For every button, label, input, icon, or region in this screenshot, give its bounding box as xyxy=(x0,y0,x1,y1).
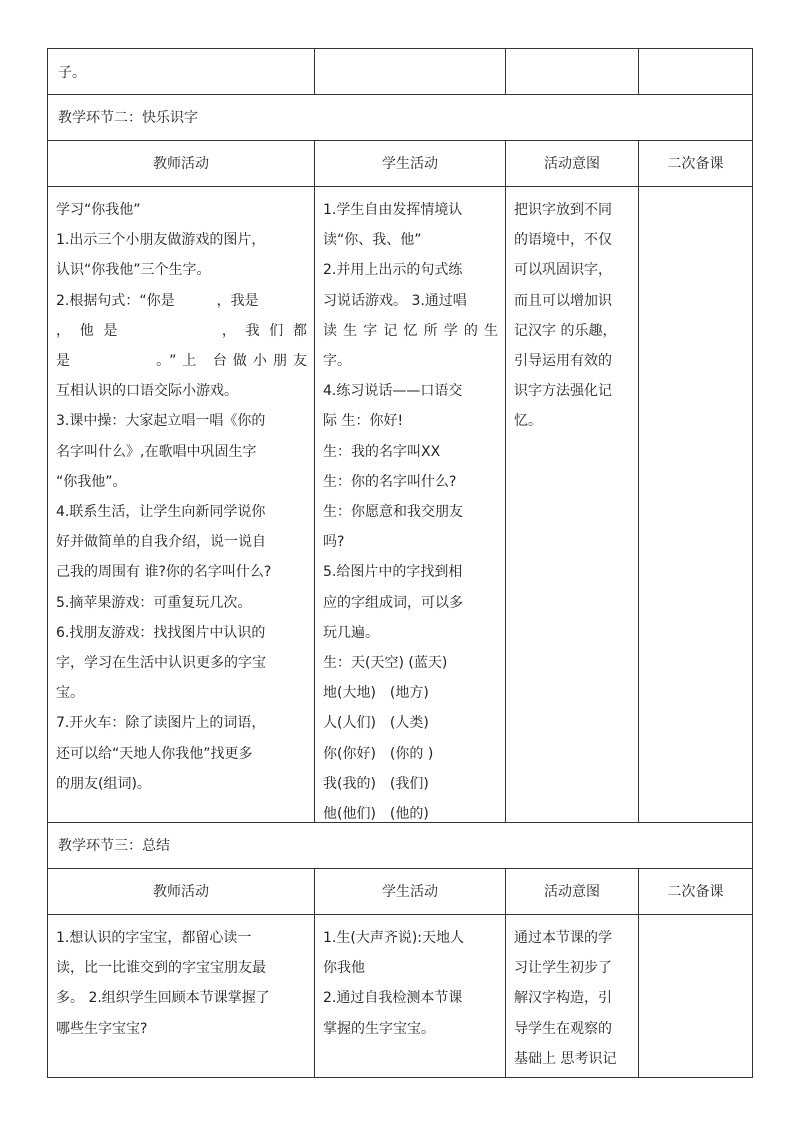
text-line: 多。 2.组织学生回顾本节课掌握了 xyxy=(56,990,270,1007)
text-line: 把识字放到不同 xyxy=(514,202,612,218)
section-3-header-prep xyxy=(638,868,753,915)
text-line: 习让学生初步了 xyxy=(514,960,612,977)
section-3-header-intent xyxy=(505,868,639,915)
header-label: 学生活动 xyxy=(382,884,438,900)
text-line: 应的字组成词，可以多 xyxy=(323,594,463,611)
text-line: 通过本节课的学 xyxy=(514,930,612,946)
section-2-header-intent xyxy=(505,140,639,187)
header-label: 二次备课 xyxy=(667,156,724,172)
prev-teacher-cell xyxy=(47,48,315,95)
text-line: 2.并用上出示的句式练 xyxy=(323,262,463,279)
student-activity-list xyxy=(323,923,498,1044)
text-line: 1.学生自由发挥情境认 xyxy=(323,202,463,218)
section-3-teacher-cell xyxy=(47,914,315,1078)
section-2-header-teacher xyxy=(47,140,315,187)
text-line: 3.课中操：大家起立唱一唱《你的 xyxy=(56,413,266,430)
header-label: 学生活动 xyxy=(382,156,438,172)
text-line: 人(人们) (人类) xyxy=(323,715,429,732)
section-3-header-student xyxy=(314,868,506,915)
text-line: 我(我的) (我们) xyxy=(323,775,429,792)
text-line: 认识“你我他”三个生字。 xyxy=(56,262,211,279)
text-line: 忆。 xyxy=(514,413,542,430)
text-line: “你我他”。 xyxy=(56,473,127,490)
section-3-header-teacher xyxy=(47,868,315,915)
text-line: 而且可以增加识 xyxy=(514,292,612,309)
teacher-activity-list xyxy=(56,195,307,799)
text-line: 5.摘苹果游戏：可重复玩几次。 xyxy=(56,594,252,611)
prev-prep-cell xyxy=(638,48,753,95)
text-line: 读“你、我、他” xyxy=(323,232,422,249)
section-3-title-text: 教学环节三：总结 xyxy=(58,838,170,854)
text-line: 的朋友(组词)。 xyxy=(56,775,151,792)
section-2-title-text: 教学环节二：快乐识字 xyxy=(58,110,198,126)
text-line: 是 。”上 台做小朋友 xyxy=(56,353,307,370)
text-line: 6.找朋友游戏：找找图片中认识的 xyxy=(56,624,266,641)
text-line: 名字叫什么》,在歌唱中巩固生字 xyxy=(56,443,257,460)
header-label: 教师活动 xyxy=(153,156,209,172)
text-line: 习说话游戏。 3.通过唱 xyxy=(323,292,467,309)
text-line: 还可以给“天地人你我他”找更多 xyxy=(56,745,253,762)
text-line: 1.生(大声齐说):天地人 xyxy=(323,930,464,946)
section-3-intent-cell xyxy=(505,914,639,1078)
text-line: 学习“你我他” xyxy=(56,202,141,218)
section-2-intent-cell xyxy=(505,186,639,823)
section-3-title xyxy=(47,822,753,869)
header-label: 教师活动 xyxy=(153,884,209,900)
text-line: 5.给图片中的字找到相 xyxy=(323,564,463,581)
text-line: 7.开火车：除了读图片上的词语， xyxy=(56,715,266,732)
text-line: 1.出示三个小朋友做游戏的图片， xyxy=(56,232,266,249)
prev-intent-cell xyxy=(505,48,639,95)
text-line: 2.通过自我检测本节课 xyxy=(323,990,463,1007)
text-line: 识字方法强化记 xyxy=(514,383,612,400)
text-line: ，他是 ，我们都 xyxy=(56,322,307,339)
header-label: 二次备课 xyxy=(667,884,724,900)
text-line: 他(他们) (他的) xyxy=(323,806,429,823)
text-line: 2.根据句式：“你是 ，我是 xyxy=(56,292,259,309)
text-line: 生：你愿意和我交朋友 xyxy=(323,504,463,521)
activity-intent-list xyxy=(514,923,631,1074)
section-2-teacher-cell xyxy=(47,186,315,823)
text-line: 字，学习在生活中认识更多的字宝 xyxy=(56,655,266,672)
text-line: 的语境中，不仅 xyxy=(514,232,612,249)
text-line: 导学生在观察的 xyxy=(514,1020,612,1037)
section-2-header-student xyxy=(314,140,506,187)
text-line: 读生字记忆所学的生 xyxy=(323,322,498,339)
text-line: 己我的周围有 谁?你的名字叫什么? xyxy=(56,564,272,581)
text-line: 可以巩固识字， xyxy=(514,262,612,279)
text-line: 1.想认识的字宝宝，都留心读一 xyxy=(56,930,252,946)
section-2-header-prep xyxy=(638,140,753,187)
text-line: 引导运用有效的 xyxy=(514,353,612,370)
text-line: 你我他 xyxy=(323,960,365,977)
text-line: 生：你的名字叫什么? xyxy=(323,473,457,490)
header-label: 活动意图 xyxy=(544,156,600,172)
activity-intent-list xyxy=(514,195,631,437)
teacher-activity-list xyxy=(56,923,307,1044)
text-line: 记汉字 的乐趣， xyxy=(514,322,617,339)
text-line: 玩几遍。 xyxy=(323,624,379,641)
student-activity-list xyxy=(323,195,498,823)
section-2-prep-cell xyxy=(638,186,753,823)
section-2-student-cell xyxy=(314,186,506,823)
prev-student-cell xyxy=(314,48,506,95)
text-line: 好并做简单的自我介绍，说一说自 xyxy=(56,534,266,551)
text-line: 地(大地) (地方) xyxy=(323,685,429,702)
section-3-student-cell xyxy=(314,914,506,1078)
header-label: 活动意图 xyxy=(544,884,600,900)
text-line: 解汉字构造，引 xyxy=(514,990,612,1007)
text-line: 际 生：你好! xyxy=(323,413,404,430)
text-line: 宝。 xyxy=(56,685,84,702)
text-line: 4.联系生活，让学生向新同学说你 xyxy=(56,504,266,521)
text-line: 生：我的名字叫XX xyxy=(323,443,441,460)
section-3-prep-cell xyxy=(638,914,753,1078)
text-line: 生：天(天空) (蓝天) xyxy=(323,655,448,672)
text-line: 4.练习说话——口语交 xyxy=(323,383,463,400)
text-line: 你(你好) (你的 ) xyxy=(323,745,434,762)
text-line: 基础上 思考识记 xyxy=(514,1050,617,1067)
text-line: 掌握的生字宝宝。 xyxy=(323,1020,435,1037)
section-2-title xyxy=(47,94,753,141)
text-line: 读，比一比谁交到的字宝宝朋友最 xyxy=(56,960,266,977)
text-line: 互相认识的口语交际小游戏。 xyxy=(56,383,238,400)
text-line: 吗? xyxy=(323,534,345,551)
text-line: 字。 xyxy=(323,353,351,370)
prev-teacher-text: 子。 xyxy=(58,65,86,81)
text-line: 哪些生字宝宝? xyxy=(56,1020,148,1037)
